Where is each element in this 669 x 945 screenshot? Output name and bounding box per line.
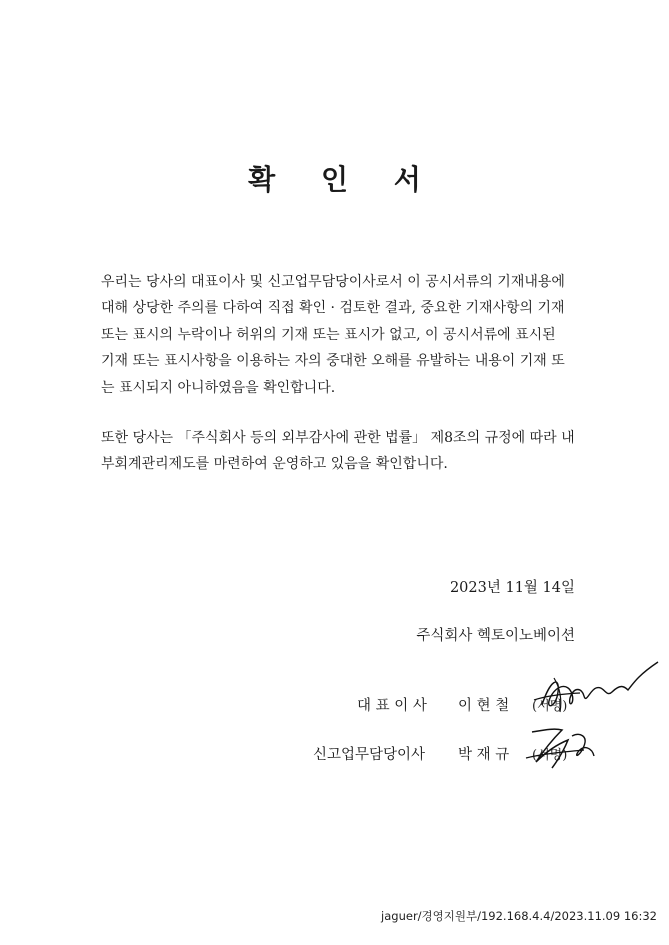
document-date: 2023년 11월 14일 [449,580,575,596]
signer-name-disclosure-officer: 박 재 규 [458,747,510,763]
signer-name-ceo: 이 현 철 [458,698,510,714]
paragraph-line: 또한 당사는 「주식회사 등의 외부감사에 관한 법률」 제8조의 규정에 따라 내 [101,430,575,446]
paragraph-line: 는 표시되지 아니하였음을 확인합니다. [101,379,336,396]
paragraph-line: 기재 또는 표시사항을 이용하는 자의 중대한 오해를 유발하는 내용이 기재 또 [101,353,565,370]
document-title: 확 인 서 [248,163,439,196]
handwritten-signature-disclosure-officer [522,722,602,774]
paragraph-line: 부회계관리제도를 마련하여 운영하고 있음을 확인합니다. [101,456,448,473]
signature-placeholder-ceo: (서명) [532,699,568,714]
confirmation-paragraph [101,269,575,401]
signature-placeholder-disclosure-officer: (서명) [532,748,568,763]
paragraph-line: 또는 표시의 누락이나 허위의 기재 또는 표시가 없고, 이 공시서류에 표시된 [101,326,556,343]
handwritten-signature-ceo [520,660,665,722]
signer-title-ceo: 대 표 이 사 [357,698,427,714]
paragraph-line: 대해 상당한 주의를 다하여 직접 확인 · 검토한 결과, 중요한 기재사항의 기재 [101,300,565,317]
print-footer: jaguer/경영지원부/192.168.4.4/2023.11.09 16:32 [381,909,657,923]
internal-control-paragraph [101,425,575,478]
paragraph-line: 우리는 당사의 대표이사 및 신고업무담당이사로서 이 공시서류의 기재내용에 [101,274,565,290]
company-name: 주식회사 헥토이노베이션 [416,628,575,644]
signer-title-disclosure-officer: 신고업무담당이사 [313,747,426,763]
